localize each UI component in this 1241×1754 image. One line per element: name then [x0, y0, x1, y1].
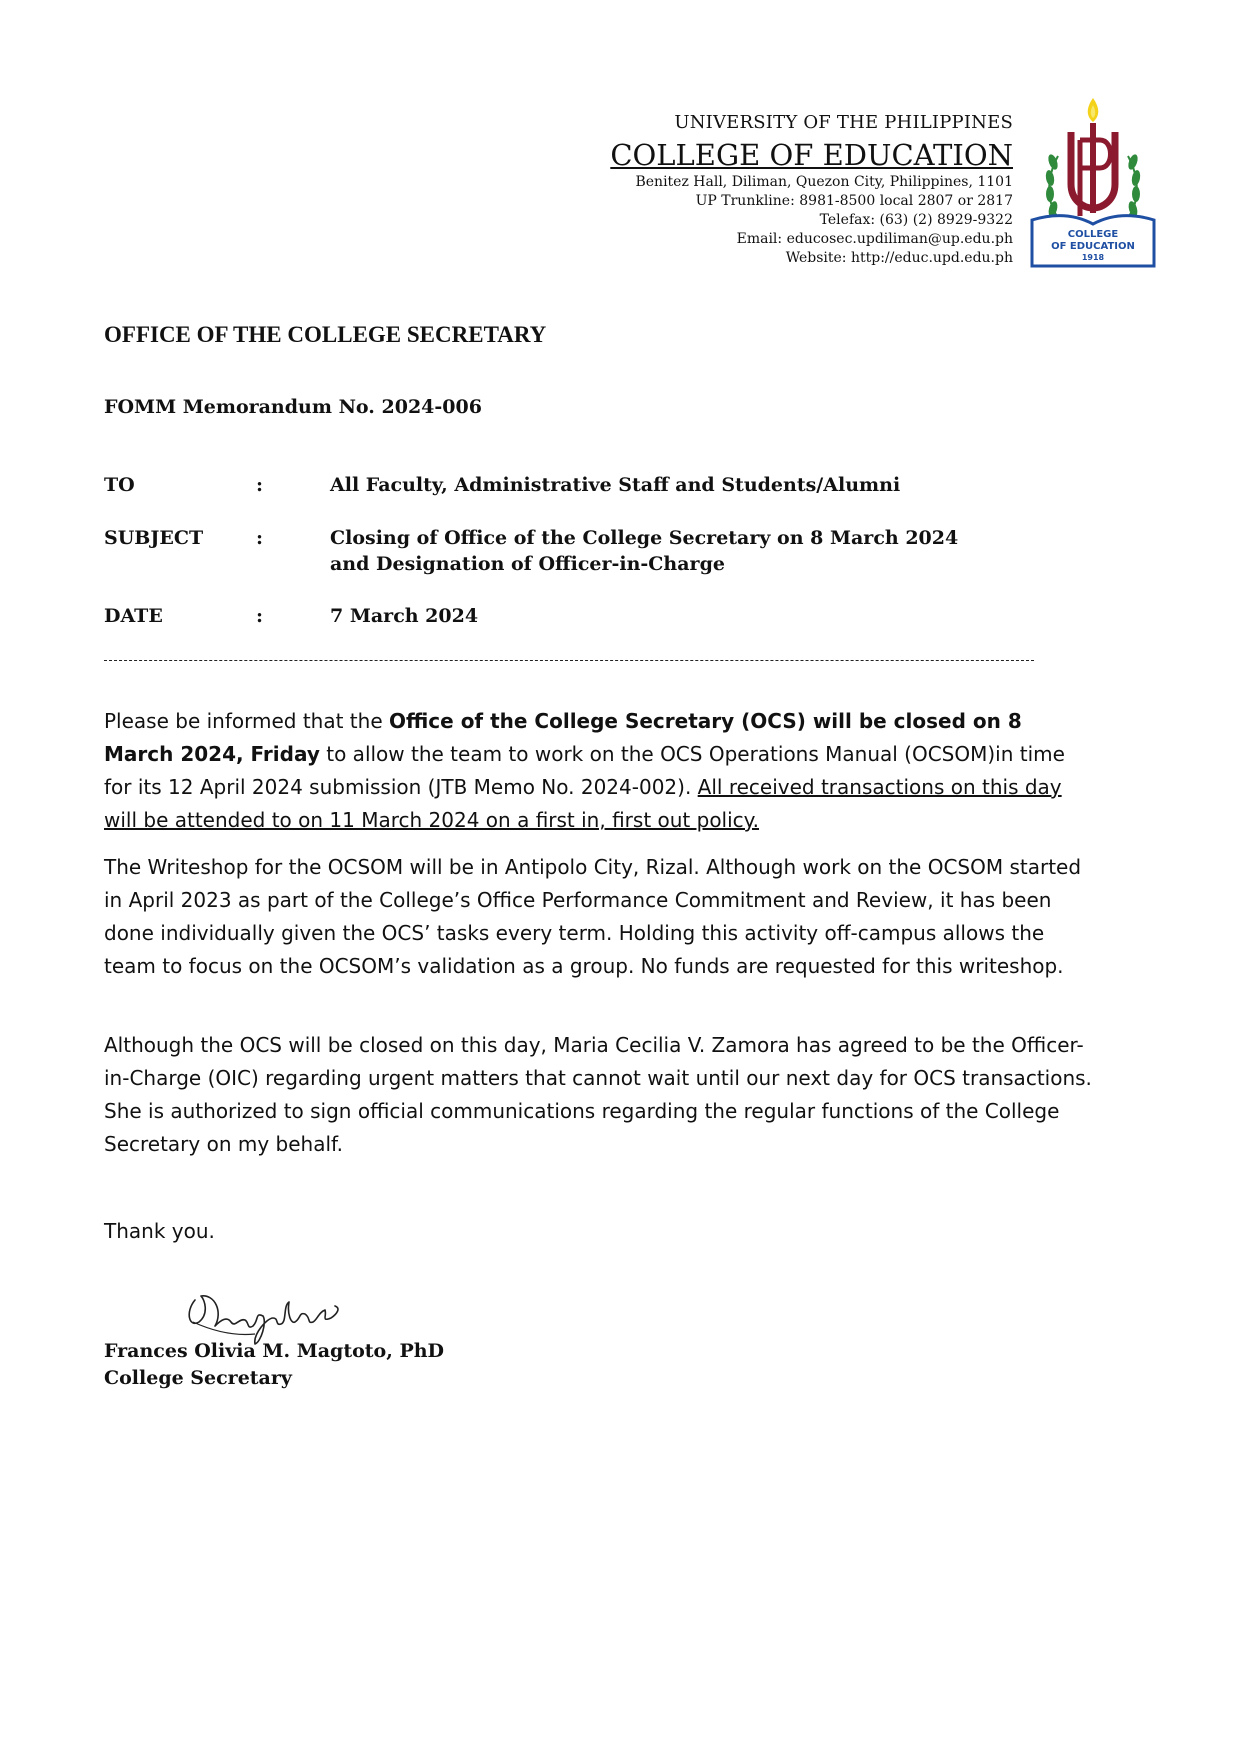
dashed-divider	[104, 660, 1034, 661]
signatory-title: College Secretary	[104, 1367, 292, 1389]
letterhead	[610, 112, 1013, 268]
date-value: 7 March 2024	[330, 605, 479, 627]
logo-text-line2: OF EDUCATION	[1051, 241, 1135, 252]
college-trunkline: UP Trunkline: 8981-8500 local 2807 or 2817	[695, 193, 1013, 209]
subject-label: SUBJECT	[104, 527, 204, 549]
p1-text-a: Please be informed that the	[104, 709, 389, 733]
logo-text-line1: COLLEGE	[1067, 229, 1119, 240]
date-label: DATE	[104, 605, 163, 627]
p1-underline: All received transactions on this day will be attended to on 11 March 2024 on a first in, first out policy.	[104, 775, 1062, 832]
date-colon: :	[256, 605, 264, 627]
signatory-name: Frances Olivia M. Magtoto, PhD	[104, 1340, 445, 1362]
logo-year: 1918	[1081, 253, 1105, 262]
subject-colon: :	[256, 527, 264, 549]
paragraph-1	[104, 705, 1094, 837]
college-logo	[1028, 96, 1158, 276]
p2-text: The Writeshop for the OCSOM will be in Antipolo City, Rizal. Although work on the OCSOM started in April 2023 as part of the College’s Office Performance Commitment and Review, it has been done individually given the OCS’ tasks every term. Holding this activity off-campus allows the team to focus on the OCSOM’s validation as a group. No funds are requested for this writeshop.	[104, 855, 1082, 978]
paragraph-3	[104, 1029, 1094, 1161]
p1-text-b: to allow the team to work on the OCS Operations Manual (OCSOM)in time for its 12 April 2024 submission (JTB Memo No. 2024-002).	[104, 742, 1065, 799]
subject-line2: and Designation of Officer-in-Charge	[330, 553, 725, 575]
college-email: Email: educosec.updiliman@up.edu.ph	[736, 231, 1013, 247]
college-telefax: Telefax: (63) (2) 8929-9322	[819, 212, 1013, 228]
college-name: COLLEGE OF EDUCATION	[610, 138, 1013, 172]
college-website: Website: http://educ.upd.edu.ph	[785, 250, 1013, 266]
memo-number: FOMM Memorandum No. 2024-006	[104, 396, 482, 418]
college-address: Benitez Hall, Diliman, Quezon City, Philippines, 1101	[635, 174, 1013, 190]
paragraph-2	[104, 851, 1094, 983]
subject-line1: Closing of Office of the College Secretary on 8 March 2024	[330, 527, 959, 549]
closing	[104, 1215, 1094, 1248]
office-title: OFFICE OF THE COLLEGE SECRETARY	[104, 322, 547, 347]
subject-value	[330, 525, 1030, 577]
university-name: UNIVERSITY OF THE PHILIPPINES	[674, 112, 1013, 133]
to-colon: :	[256, 474, 264, 496]
p1-bold: Office of the College Secretary (OCS) will be closed on 8 March 2024, Friday	[104, 709, 1022, 766]
closing-text: Thank you.	[104, 1219, 215, 1243]
to-label: TO	[104, 474, 135, 496]
p3-text: Although the OCS will be closed on this day, Maria Cecilia V. Zamora has agreed to be the Officer-in-Charge (OIC) regarding urgent matters that cannot wait until our next day for OCS transactions. She is authorized to sign official communications regarding the regular functions of the College Secretary on my behalf.	[104, 1033, 1092, 1156]
signatory-block	[104, 1338, 444, 1392]
to-value: All Faculty, Administrative Staff and Students/Alumni	[330, 474, 901, 496]
